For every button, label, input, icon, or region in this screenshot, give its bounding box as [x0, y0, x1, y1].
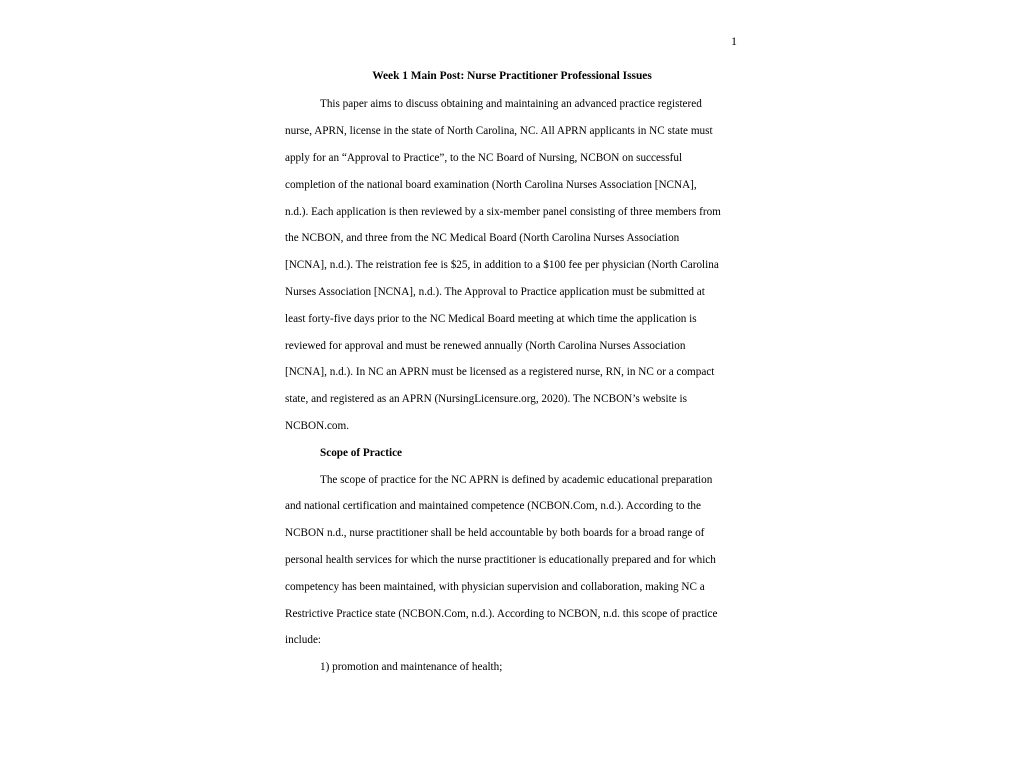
- document-title: [0, 70, 1024, 82]
- paragraph1-line: [NCNA], n.d.). The reistration fee is $25, in addition to a $100 fee per physician (North Carolina: [285, 259, 719, 271]
- paragraph1-line: completion of the national board examination (North Carolina Nurses Association [NCNA],: [285, 179, 697, 191]
- paragraph1-line: least forty-five days prior to the NC Medical Board meeting at which time the application is: [285, 313, 697, 325]
- paragraph1-line: NCBON.com.: [285, 420, 350, 432]
- paragraph1-line: reviewed for approval and must be renewed annually (North Carolina Nurses Association: [285, 340, 686, 352]
- paragraph1-line: the NCBON, and three from the NC Medical Board (North Carolina Nurses Association: [285, 232, 680, 244]
- paragraph2-line: NCBON n.d., nurse practitioner shall be held accountable by both boards for a broad range of: [285, 527, 705, 539]
- paragraph1-line: state, and registered as an APRN (NursingLicensure.org, 2020). The NCBON’s website is: [285, 393, 687, 405]
- paragraph1-line: This paper aims to discuss obtaining and maintaining an advanced practice registered: [320, 98, 702, 110]
- paragraph2-line: include:: [285, 634, 322, 646]
- list-item: 1) promotion and maintenance of health;: [320, 661, 503, 673]
- paragraph1-line: [NCNA], n.d.). In NC an APRN must be licensed as a registered nurse, RN, in NC or a compact: [285, 366, 715, 378]
- paragraph1-line: nurse, APRN, license in the state of North Carolina, NC. All APRN applicants in NC state must: [285, 125, 713, 137]
- document-title-text: Week 1 Main Post: Nurse Practitioner Professional Issues: [372, 70, 652, 82]
- paragraph2-line: The scope of practice for the NC APRN is defined by academic educational preparation: [320, 474, 713, 486]
- paragraph2-line: Restrictive Practice state (NCBON.Com, n.d.). According to NCBON, n.d. this scope of practice: [285, 608, 718, 620]
- paragraph2-line: personal health services for which the nurse practitioner is educationally prepared and for which: [285, 554, 716, 566]
- paragraph1-line: apply for an “Approval to Practice”, to the NC Board of Nursing, NCBON on successful: [285, 152, 683, 164]
- section-heading-scope-of-practice: Scope of Practice: [320, 447, 403, 459]
- paragraph2-line: and national certification and maintained competence (NCBON.Com, n.d.). According to the: [285, 500, 701, 512]
- page-number: 1: [731, 34, 737, 48]
- paragraph1-line: Nurses Association [NCNA], n.d.). The Approval to Practice application must be submitted at: [285, 286, 705, 298]
- paragraph2-line: competency has been maintained, with physician supervision and collaboration, making NC a: [285, 581, 705, 593]
- paragraph1-line: n.d.). Each application is then reviewed by a six-member panel consisting of three members from: [285, 206, 721, 218]
